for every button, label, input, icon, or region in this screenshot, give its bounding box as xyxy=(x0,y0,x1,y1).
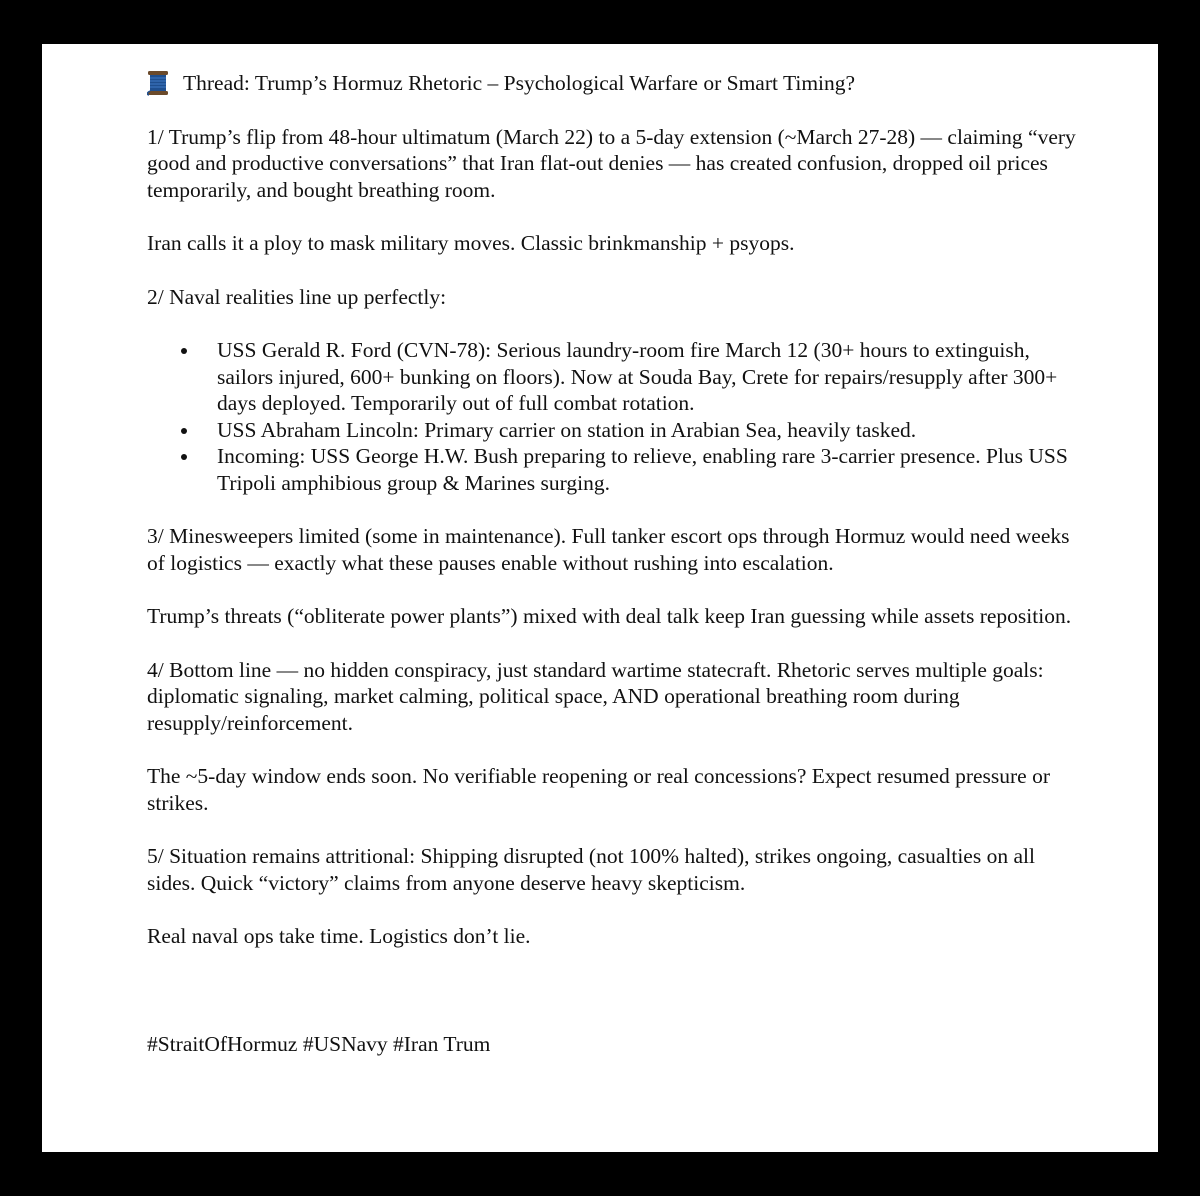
paragraph-3-threats: Trump’s threats (“obliterate power plants”) mixed with deal talk keep Iran guessing while assets reposition. xyxy=(147,604,1072,628)
thread-spool-icon xyxy=(147,70,169,96)
thread-title-text: Thread: Trump’s Hormuz Rhetoric – Psychological Warfare or Smart Timing? xyxy=(183,71,856,95)
spacer xyxy=(147,977,1077,1031)
paragraph-4-bottom-line: 4/ Bottom line — no hidden conspiracy, just standard wartime statecraft. Rhetoric serves multiple goals: diplomatic signaling, market calming, political space, AND operational breathing room during resupply/reinforcement. xyxy=(147,657,1044,735)
list-item: USS Gerald R. Ford (CVN-78): Serious laundry-room fire March 12 (30+ hours to extinguish, sailors injured, 600+ bunking on floors). Now at Souda Bay, Crete for repairs/resupply after 300+ days deployed. Temporarily out of full combat rotation. xyxy=(217,337,1077,417)
naval-assets-list xyxy=(147,337,1077,496)
paragraph-3-minesweepers: 3/ Minesweepers limited (some in maintenance). Full tanker escort ops through Hormuz would need weeks of logistics — exactly what these pauses enable without rushing into escalation. xyxy=(147,524,1070,575)
thread-title xyxy=(147,70,1077,97)
document-content xyxy=(147,70,1077,1084)
paragraph-1-iran-response: Iran calls it a ploy to mask military moves. Classic brinkmanship + psyops. xyxy=(147,231,795,255)
paragraph-1-ultimatum: 1/ Trump’s flip from 48-hour ultimatum (March 22) to a 5-day extension (~March 27-28) — claiming “very good and productive conversations” that Iran flat-out denies — has created confusion, dropped oil prices temporarily, and bought breathing room. xyxy=(147,124,1076,202)
paragraph-5-attritional: 5/ Situation remains attritional: Shipping disrupted (not 100% halted), strikes ongoing, casualties on all sides. Quick “victory” claims from anyone deserve heavy skepticism. xyxy=(147,844,1035,895)
hashtags: #StraitOfHormuz #USNavy #Iran Trum xyxy=(147,1031,491,1056)
paragraph-5-logistics: Real naval ops take time. Logistics don’t lie. xyxy=(147,924,531,948)
list-item: USS Abraham Lincoln: Primary carrier on station in Arabian Sea, heavily tasked. xyxy=(217,417,1077,444)
paragraph-2-naval-intro: 2/ Naval realities line up perfectly: xyxy=(147,284,447,309)
paragraph-4-window: The ~5-day window ends soon. No verifiable reopening or real concessions? Expect resumed pressure or strikes. xyxy=(147,764,1050,815)
document-page xyxy=(42,44,1158,1152)
list-item: Incoming: USS George H.W. Bush preparing to relieve, enabling rare 3-carrier presence. Plus USS Tripoli amphibious group & Marines surging. xyxy=(217,443,1077,496)
